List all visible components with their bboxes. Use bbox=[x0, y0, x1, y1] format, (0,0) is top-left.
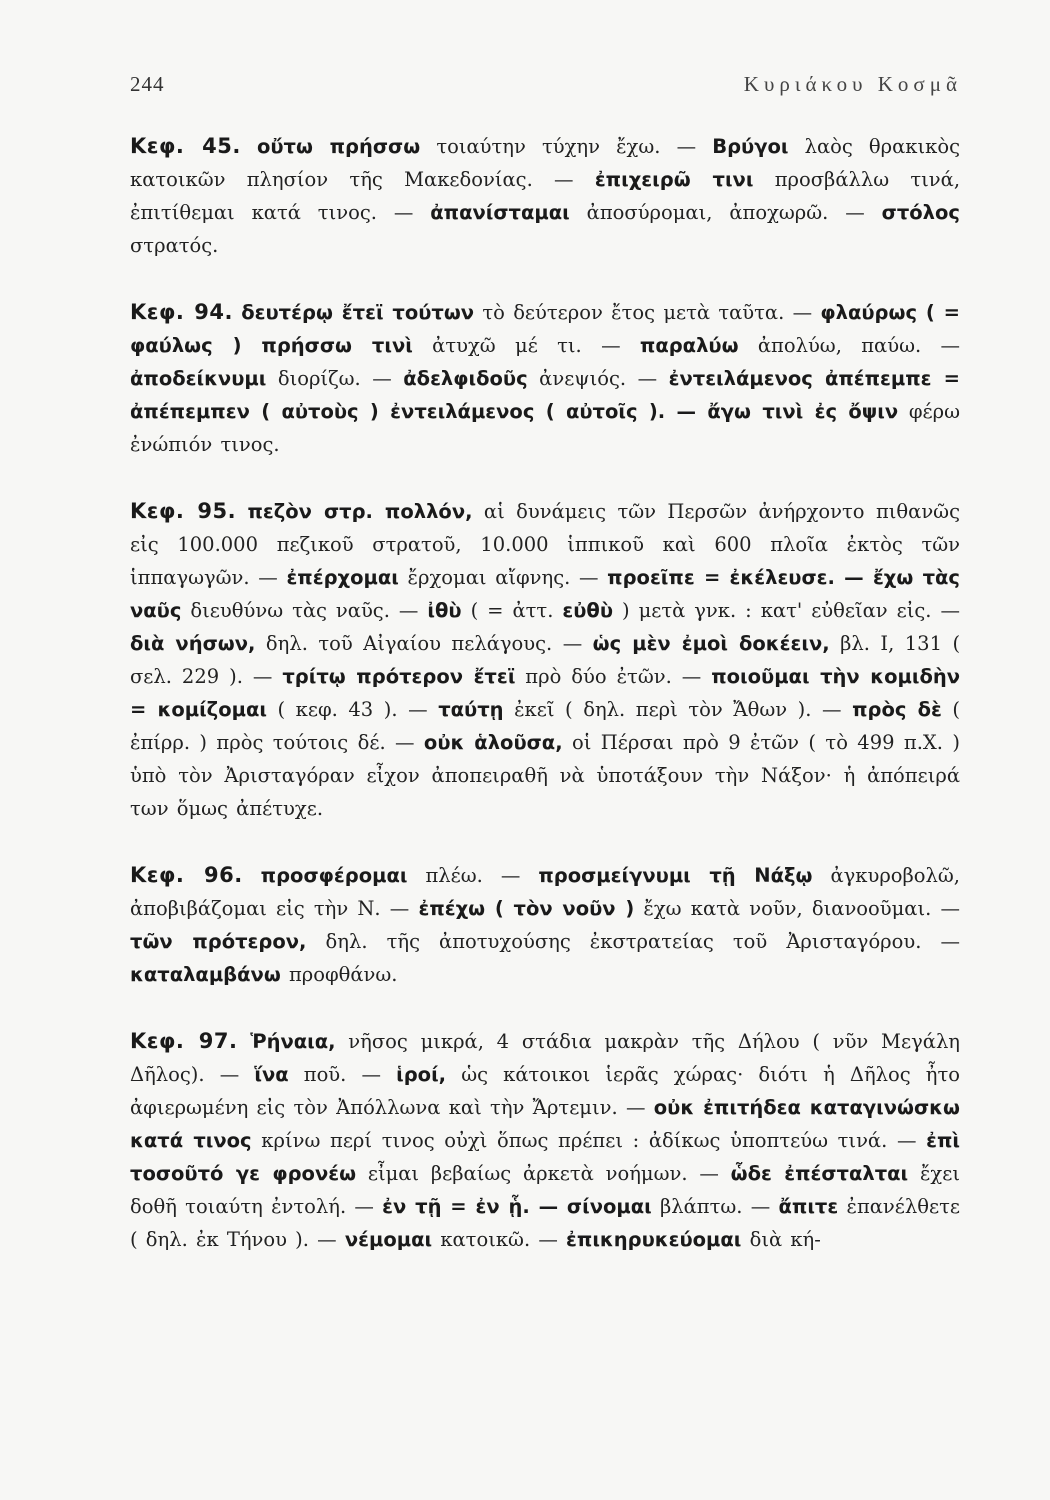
lemma-term: οὔτω πρήσσω bbox=[256, 135, 421, 158]
lemma-term: τρίτῳ πρότερον ἔτεϊ bbox=[282, 665, 516, 688]
gloss-text: βλ. I, 131 ( σελ. 229 ). — bbox=[130, 632, 961, 688]
lemma-term: διὰ νήσων, bbox=[130, 632, 256, 655]
gloss-text: στρατός. bbox=[130, 234, 219, 257]
gloss-text: βλάπτω. — bbox=[660, 1195, 771, 1218]
lemma-term: ἐπικηρυκεύομαι bbox=[566, 1228, 742, 1251]
gloss-text: οἱ Πέρσαι πρὸ 9 ἐτῶν ( τὸ 499 π.Χ. ) ὑπὸ τὸν Ἀρισταγόραν εἶχον ἀποπειραθῆ νὰ ὑποτάξουν τὴν Νάξον· ἡ ἀπόπειρά των ὅμως ἀπέτυχε. bbox=[130, 731, 960, 820]
gloss-text: νῆσος μικρά, 4 στάδια μακρὰν τῆς Δήλου ( νῦν Μεγάλη Δῆλος). — bbox=[130, 1030, 960, 1086]
lemma-term: ἐπὶ τοσοῦτό γε φρονέω bbox=[130, 1129, 961, 1185]
gloss-text: ἔχω κατὰ νοῦν, διανοοῦμαι. — bbox=[643, 897, 960, 920]
page-number: 244 bbox=[130, 72, 165, 96]
gloss-text: δηλ. τοῦ Αἰγαίου πελάγους. — bbox=[265, 632, 583, 655]
lemma-term: οὐκ ἐπιτήδεα καταγινώσκω κατά τινος bbox=[130, 1096, 960, 1152]
lemma-term: προσμείγνυμι τῇ Νάξῳ bbox=[538, 864, 813, 887]
gloss-text: ἀνεψιός. — bbox=[539, 367, 658, 390]
gloss-text: δηλ. τῆς ἀποτυχούσης ἐκστρατείας τοῦ Ἀρισταγόρου. — bbox=[325, 930, 961, 953]
gloss-text: ἔρχομαι αἴφνης. — bbox=[407, 566, 599, 589]
chapter-label: Κεφ. 45. bbox=[130, 134, 241, 158]
gloss-text: λαὸς θρακικὸς κατοικῶν πλησίον τῆς Μακεδονίας. — bbox=[130, 135, 960, 191]
lemma-term: ποιοῦμαι τὴν κομιδὴν = κομίζομαι bbox=[130, 665, 961, 721]
lemma-term: νέμομαι bbox=[344, 1228, 433, 1251]
lemma-term: ταύτῃ bbox=[438, 698, 504, 721]
lemma-term: ἱροί, bbox=[396, 1063, 447, 1086]
gloss-text: τοιαύτην τύχην ἔχω. — bbox=[436, 135, 697, 158]
gloss-text: ἀγκυροβολῶ, ἀποβιβάζομαι εἰς τὴν Ν. — bbox=[130, 864, 960, 920]
lemma-term: ὡς μὲν ἐμοὶ δοκέειν, bbox=[592, 632, 830, 655]
gloss-text: ἔχει δοθῆ τοιαύτη ἐντολή. — bbox=[130, 1162, 960, 1218]
lemma-term: ἰθὺ bbox=[427, 599, 462, 622]
gloss-text: πρὸ δύο ἐτῶν. — bbox=[525, 665, 702, 688]
lemma-term: ἐντειλάμενος ἀπέπεμπε = ἀπέπεμπεν ( αὐτοὺς ) ἐντειλάμενος ( αὐτοῖς ). — ἄγω τινὶ ἐς ὄψιν bbox=[130, 367, 960, 423]
gloss-text: ( ἐπίρρ. ) πρὸς τούτοις δέ. — bbox=[130, 698, 960, 754]
gloss-text: ἀποσύρομαι, ἀποχωρῶ. — bbox=[586, 201, 865, 224]
gloss-text: κρίνω περί τινος οὐχὶ ὅπως πρέπει : ἀδίκως ὑποπτεύω τινά. — bbox=[261, 1129, 917, 1152]
chapter-note bbox=[130, 1025, 960, 1256]
chapter-label: Κεφ. 97. bbox=[130, 1029, 238, 1053]
page-header bbox=[130, 72, 962, 102]
lemma-term: προσφέρομαι bbox=[260, 864, 408, 887]
gloss-text: ὡς κάτοικοι ἱερᾶς χώρας· διότι ἡ Δῆλος ἦτο ἀφιερωμένη εἰς τὸν Ἀπόλλωνα καὶ τὴν Ἄρτεμιν. — bbox=[130, 1063, 960, 1119]
lemma-term: προεῖπε = ἐκέλευσε. — ἔχω τὰς ναῦς bbox=[130, 566, 960, 622]
chapter-note bbox=[130, 859, 960, 991]
lemma-term: ἄπιτε bbox=[778, 1195, 839, 1218]
gloss-text: πλέω. — bbox=[425, 864, 521, 887]
lemma-term: ἐπέχω ( τὸν νοῦν ) bbox=[418, 897, 635, 920]
gloss-text: διευθύνω τὰς ναῦς. — bbox=[190, 599, 419, 622]
gloss-text: τὸ δεύτερον ἔτος μετὰ ταῦτα. — bbox=[482, 301, 813, 324]
lemma-term: πρὸς δὲ bbox=[852, 698, 942, 721]
lemma-term: ἀδελφιδοῦς bbox=[403, 367, 528, 390]
gloss-text: εἶμαι βεβαίως ἀρκετὰ νοήμων. — bbox=[367, 1162, 719, 1185]
gloss-text: ἀτυχῶ μέ τι. — bbox=[432, 334, 621, 357]
chapter-note bbox=[130, 130, 960, 262]
gloss-text: προφθάνω. bbox=[288, 963, 398, 986]
lemma-term: δευτέρῳ ἔτεϊ τούτων bbox=[241, 301, 475, 324]
gloss-text: διὰ κή- bbox=[749, 1228, 821, 1251]
lemma-term: ἐπιχειρῶ τινι bbox=[594, 168, 754, 191]
chapter-label: Κεφ. 96. bbox=[130, 863, 243, 887]
lemma-term: ἐπέρχομαι bbox=[286, 566, 399, 589]
gloss-text: φέρω ἐνώπιόν τινος. bbox=[130, 400, 960, 456]
gloss-text: ( κεφ. 43 ). — bbox=[277, 698, 428, 721]
chapter-note bbox=[130, 495, 960, 825]
lemma-term: οὐκ ἁλοῦσα, bbox=[423, 731, 563, 754]
lemma-term: ὧδε ἐπέσταλται bbox=[730, 1162, 909, 1185]
lemma-term: ἵνα bbox=[254, 1063, 289, 1086]
chapter-label: Κεφ. 94. bbox=[130, 300, 233, 324]
chapter-note bbox=[130, 296, 960, 461]
lemma-term: στόλος bbox=[881, 201, 960, 224]
gloss-text: προσβάλλω τινά, ἐπιτίθεμαι κατά τινος. — bbox=[130, 168, 961, 224]
lemma-term: Βρύγοι bbox=[712, 135, 789, 158]
gloss-text: διορίζω. — bbox=[277, 367, 392, 390]
lemma-term: παραλύω bbox=[639, 334, 739, 357]
chapter-label: Κεφ. 95. bbox=[130, 499, 237, 523]
lemma-term: ἀποδείκνυμι bbox=[130, 367, 267, 390]
lemma-term: τῶν πρότερον, bbox=[130, 930, 307, 953]
gloss-text: ἀπολύω, παύω. — bbox=[757, 334, 960, 357]
lemma-term: καταλαμβάνω bbox=[130, 963, 281, 986]
gloss-text: κατοικῶ. — bbox=[440, 1228, 558, 1251]
commentary-body bbox=[130, 130, 960, 1290]
running-head: Κυριάκου Κοσμᾶ bbox=[743, 72, 962, 96]
lemma-term: ἀπανίσταμαι bbox=[430, 201, 570, 224]
lemma-term: ἐν τῇ = ἐν ᾗ. — σίνομαι bbox=[382, 1195, 652, 1218]
gloss-text: ) μετὰ γνκ. : κατ' εὐθεῖαν εἰς. — bbox=[621, 599, 960, 622]
gloss-text: αἱ δυνάμεις τῶν Περσῶν ἀνήρχοντο πιθανῶς εἰς 100.000 πεζικοῦ στρατοῦ, 10.000 ἱππικοῦ καὶ 600 πλοῖα ἐκτὸς τῶν ἱππαγωγῶν. — bbox=[130, 500, 960, 589]
gloss-text: ἐπανέλθετε ( δηλ. ἐκ Τήνου ). — bbox=[130, 1195, 960, 1251]
lemma-term: φλαύρως ( = φαύλως ) πρήσσω τινὶ bbox=[130, 301, 961, 357]
lemma-term: πεζὸν στρ. πολλόν, bbox=[247, 500, 473, 523]
lemma-term: εὐθὺ bbox=[562, 599, 613, 622]
gloss-text: ποῦ. — bbox=[303, 1063, 381, 1086]
gloss-text: ἐκεῖ ( δηλ. περὶ τὸν Ἄθων ). — bbox=[514, 698, 842, 721]
gloss-text: ( = ἀττ. bbox=[470, 599, 554, 622]
lemma-term: Ῥήναια, bbox=[250, 1030, 336, 1053]
